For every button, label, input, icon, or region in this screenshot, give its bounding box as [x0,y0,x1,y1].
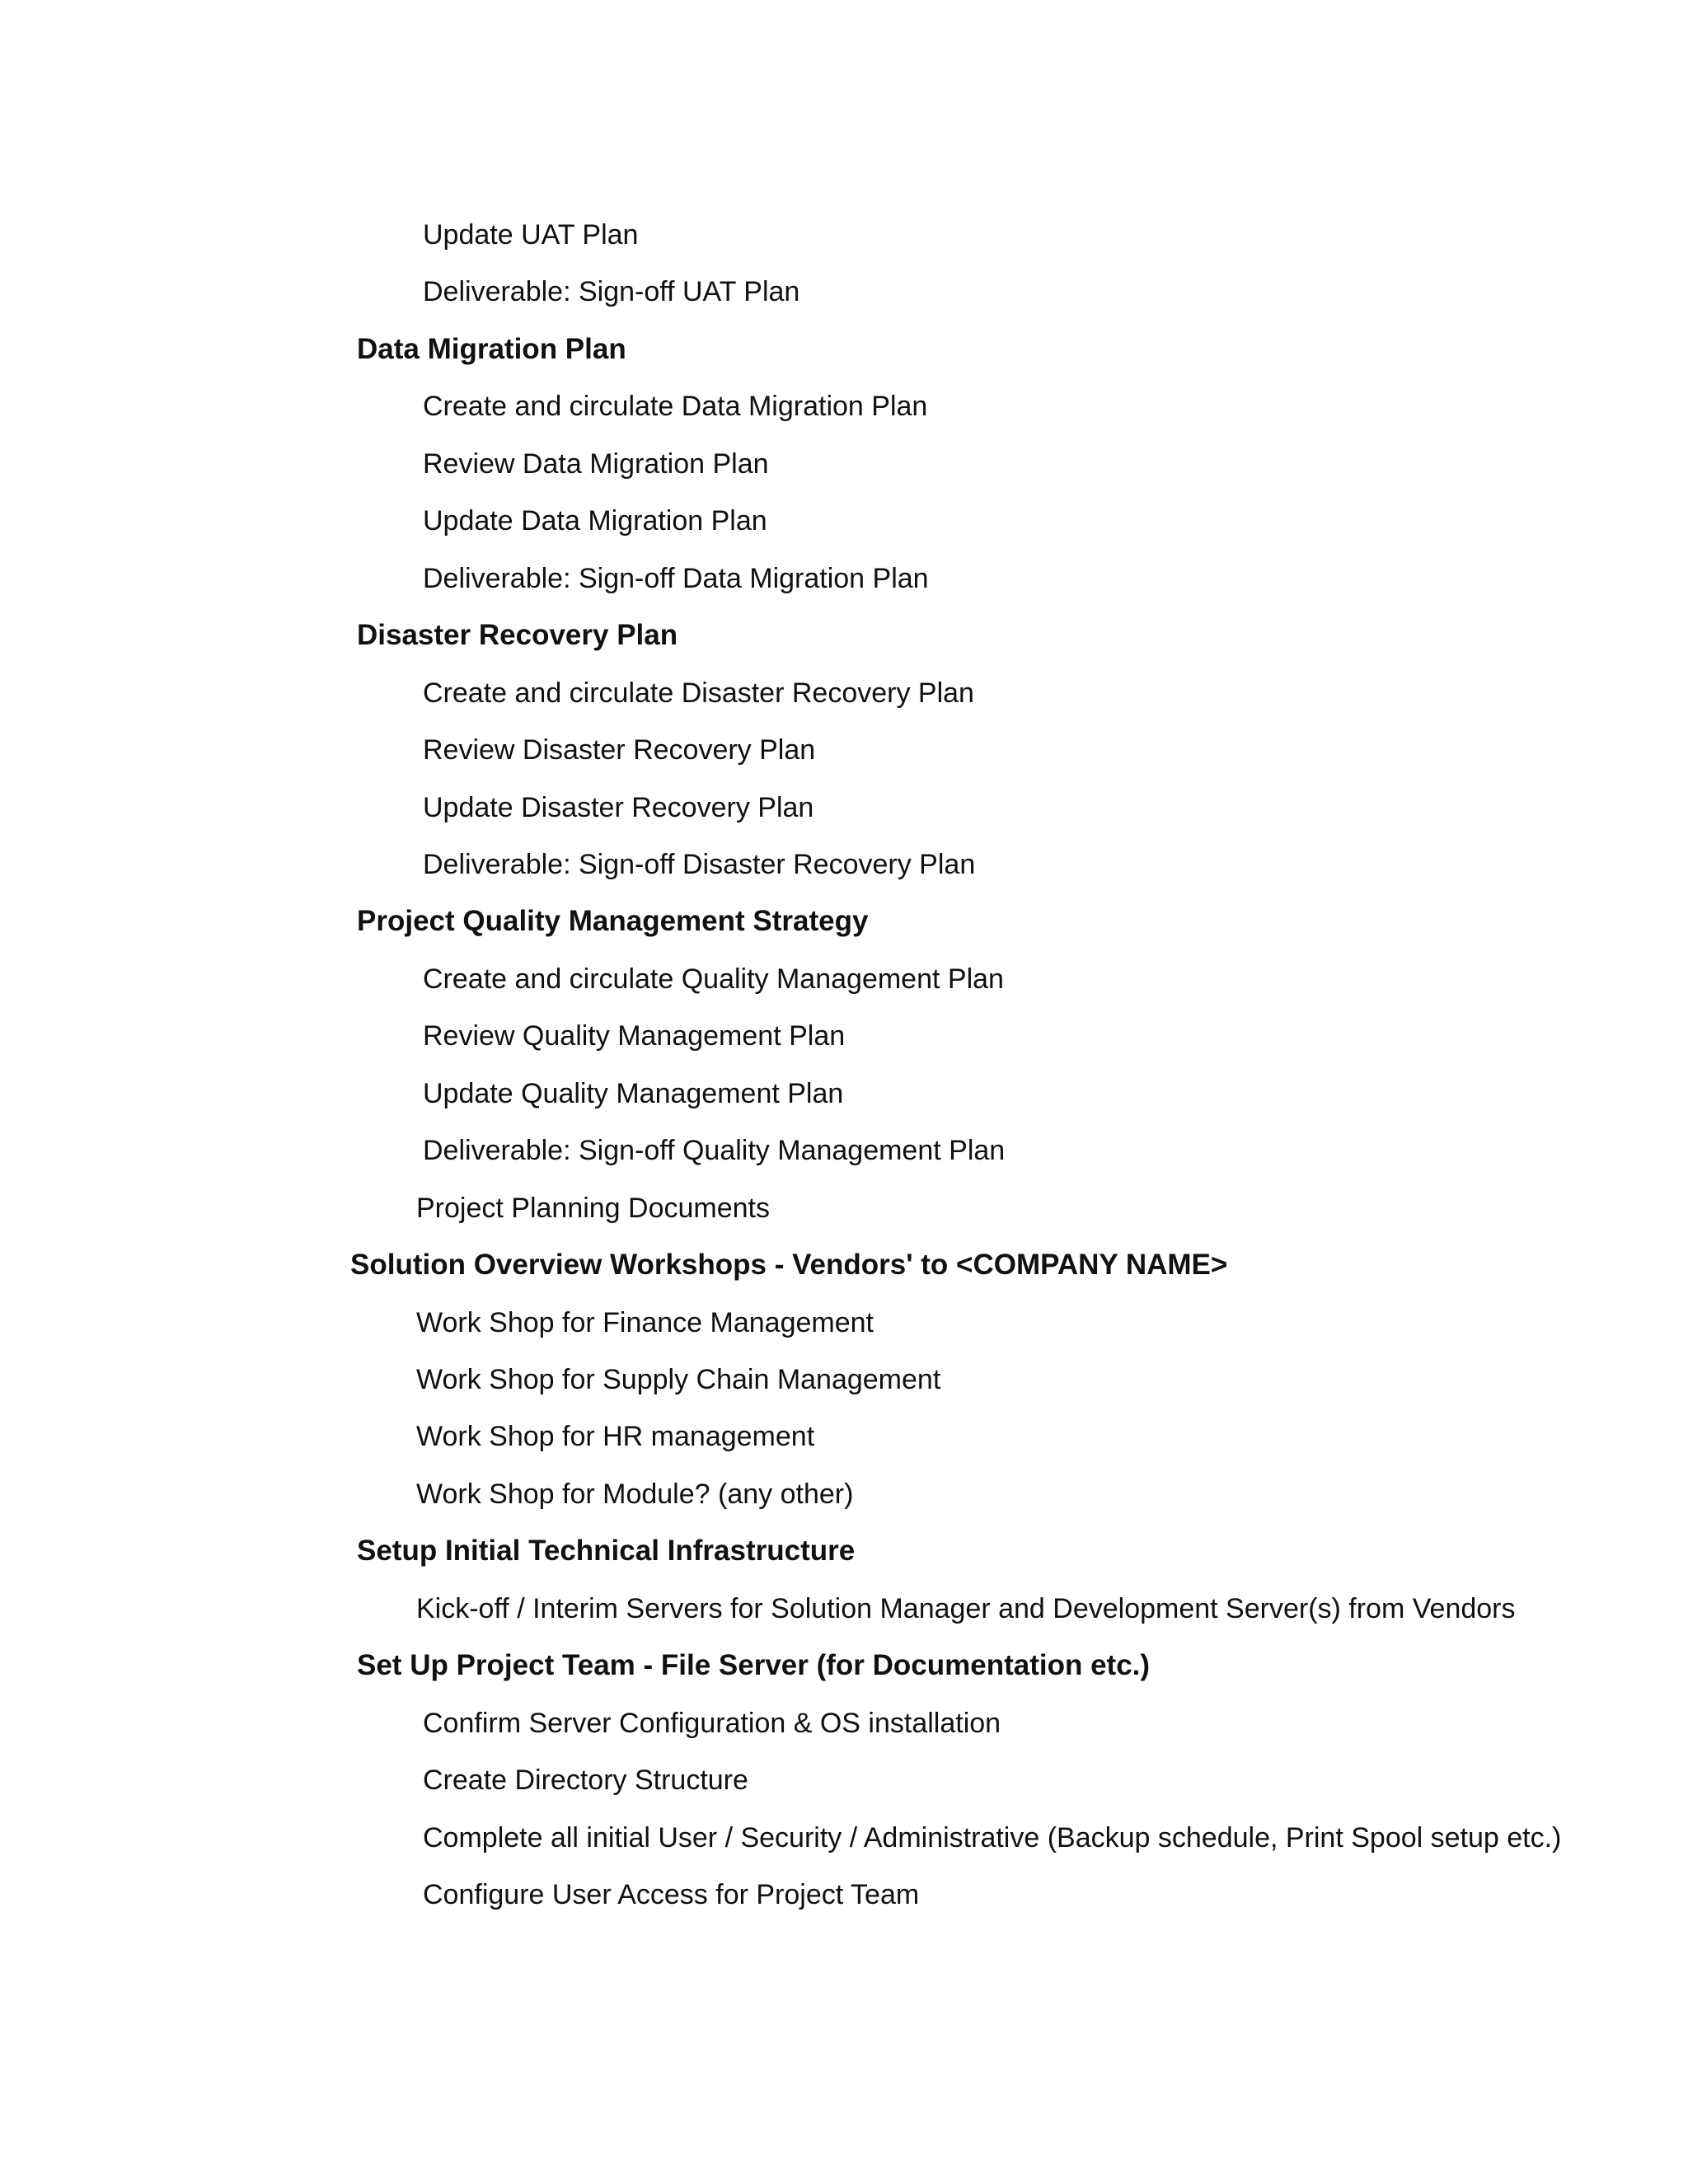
task-item: Review Disaster Recovery Plan [423,734,816,766]
task-item: Create and circulate Quality Management Plan [423,963,1004,995]
section-heading: Project Quality Management Strategy [357,905,869,937]
task-item: Work Shop for Supply Chain Management [416,1364,941,1395]
section-heading: Data Migration Plan [357,333,626,365]
task-item: Update Data Migration Plan [423,505,767,537]
task-item: Create and circulate Disaster Recovery Plan [423,677,974,709]
task-item: Work Shop for HR management [416,1421,815,1452]
task-item: Update Disaster Recovery Plan [423,792,814,823]
section-heading: Set Up Project Team - File Server (for Documentation etc.) [357,1649,1151,1681]
task-item: Update UAT Plan [423,219,639,251]
task-item: Deliverable: Sign-off Disaster Recovery Plan [423,849,976,880]
task-item: Create and circulate Data Migration Plan [423,391,928,422]
section-heading: Solution Overview Workshops - Vendors' to <COMPANY NAME> [350,1249,1228,1281]
section-heading: Disaster Recovery Plan [357,619,678,651]
task-item: Project Planning Documents [416,1193,771,1224]
task-item: Work Shop for Module? (any other) [416,1479,854,1510]
task-item: Complete all initial User / Security / Administrative (Backup schedule, Print Spool setup etc.) [423,1822,1562,1854]
task-item: Kick-off / Interim Servers for Solution Manager and Development Server(s) from Vendors [416,1593,1516,1624]
task-item: Work Shop for Finance Management [416,1307,874,1338]
task-item: Confirm Server Configuration & OS installation [423,1708,1001,1739]
task-item: Deliverable: Sign-off Quality Management Plan [423,1135,1006,1166]
task-item: Deliverable: Sign-off Data Migration Plan [423,563,929,594]
task-item: Update Quality Management Plan [423,1078,844,1109]
section-heading: Setup Initial Technical Infrastructure [357,1535,856,1567]
task-item: Deliverable: Sign-off UAT Plan [423,276,800,307]
task-item: Configure User Access for Project Team [423,1879,920,1910]
task-item: Review Data Migration Plan [423,448,769,480]
task-item: Review Quality Management Plan [423,1020,846,1052]
task-item: Create Directory Structure [423,1765,748,1796]
